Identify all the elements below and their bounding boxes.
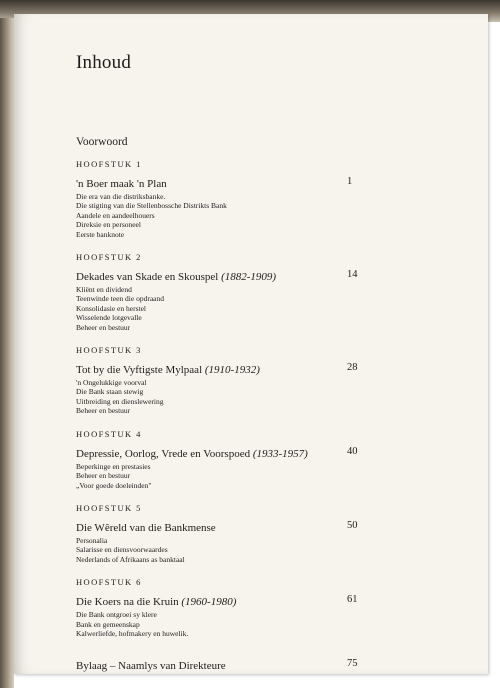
chapter-page-number: 61 [347, 594, 358, 606]
chapter-title-text: Die Koers na die Kruin [76, 596, 179, 609]
subsection-item: Kliënt en dividend [76, 285, 132, 295]
subsection-item: Beheer en bestuur [76, 471, 131, 481]
chapter-entry [76, 251, 366, 332]
subsection-item: Direksie en personeel [76, 220, 141, 230]
subsection-item: Aandele en aandeelhouers [76, 210, 155, 220]
subsection-item: Konsolidasie en herstel [76, 303, 146, 313]
chapter-number: HOOFSTUK 3 [76, 345, 142, 356]
subsection-item: Eerste banknote [76, 229, 125, 239]
appendix-title: Bylaag – Naamlys van Direkteure [76, 660, 226, 673]
subsection-item: Beheer en bestuur [76, 406, 131, 416]
subsection-list [76, 378, 366, 416]
chapter-title-text: Die Wêreld van die Bankmense [76, 521, 216, 534]
subsection-list [76, 192, 366, 239]
page-title: Inhoud [76, 52, 132, 73]
chapter-title [76, 178, 167, 190]
chapter-title [76, 596, 236, 608]
chapter-page-number: 40 [347, 445, 358, 457]
subsection-list [76, 462, 366, 490]
subsection-item: 'n Ongelukkige voorval [76, 378, 147, 388]
subsection-item: Teenwinde teen die opdraand [76, 294, 164, 304]
chapter-number: HOOFSTUK 5 [76, 502, 142, 513]
subsection-item: Salarisse en diensvoorwaardes [76, 545, 168, 555]
table-of-contents [76, 136, 366, 672]
book-binding-edge [0, 18, 14, 688]
subsection-item: Bank en gemeenskap [76, 619, 140, 629]
subsection-item: Beheer en bestuur [76, 322, 131, 332]
chapter-title-text: 'n Boer maak 'n Plan [76, 178, 167, 190]
chapter-title-text: Dekades van Skade en Skouspel [76, 271, 219, 284]
appendix-page-number: 75 [347, 658, 358, 670]
subsection-item: Personalia [76, 535, 108, 545]
chapter-heading-row [76, 174, 366, 190]
subsection-item: Beperkinge en prestasies [76, 461, 151, 471]
subsection-list [76, 285, 366, 332]
chapter-list [76, 158, 366, 638]
chapter-number: HOOFSTUK 4 [76, 428, 142, 439]
chapter-heading-row [76, 360, 366, 376]
subsection-item: Die Bank staan stewig [76, 387, 144, 397]
chapter-heading-row [76, 592, 366, 608]
chapter-title [76, 448, 308, 460]
appendix-entry [76, 656, 366, 672]
subsection-item: Die era van die distriksbanke. [76, 192, 166, 201]
chapter-entry [76, 576, 366, 638]
chapter-number: HOOFSTUK 6 [76, 577, 142, 588]
subsection-item: Nederlands of Afrikaans as banktaal [76, 554, 185, 564]
chapter-page-number: 1 [347, 176, 353, 187]
subsection-item: Die Bank ontgroei sy klere [76, 610, 157, 620]
chapter-title [76, 271, 276, 283]
chapter-title-text: Tot by die Vyftigste Mylpaal [76, 364, 203, 377]
chapter-page-number: 50 [347, 519, 358, 531]
chapter-page-number: 14 [347, 269, 358, 281]
chapter-heading-row [76, 518, 366, 534]
chapter-years: (1933-1957) [252, 447, 308, 460]
chapter-number: HOOFSTUK 1 [76, 159, 142, 169]
chapter-years: (1882-1909) [221, 271, 277, 284]
subsection-list [76, 536, 366, 564]
book-page [14, 14, 488, 674]
chapter-heading-row [76, 444, 366, 460]
chapter-title [76, 364, 260, 376]
chapter-number: HOOFSTUK 2 [76, 252, 142, 263]
preface-entry: Voorwoord [76, 136, 128, 148]
chapter-entry [76, 428, 366, 490]
chapter-page-number: 28 [347, 362, 358, 374]
chapter-entry [76, 158, 366, 239]
subsection-list [76, 610, 366, 638]
subsection-item: Uitbreiding en dienslewering [76, 396, 164, 406]
subsection-item: Die stigting van die Stellenbossche Distrikts Bank [76, 201, 227, 211]
chapter-years: (1910-1932) [204, 364, 260, 377]
chapter-title [76, 522, 216, 534]
subsection-item: Kalwerliefde, hofmakery en huwelik. [76, 628, 189, 638]
chapter-title-text: Depressie, Oorlog, Vrede en Voorspoed [76, 447, 251, 460]
chapter-entry [76, 344, 366, 416]
subsection-item: Wisselende lotgevalle [76, 313, 142, 323]
chapter-years: (1960-1980) [181, 596, 237, 609]
subsection-item: „Voor goede doeleinden" [76, 480, 152, 490]
chapter-entry [76, 502, 366, 564]
chapter-heading-row [76, 267, 366, 283]
